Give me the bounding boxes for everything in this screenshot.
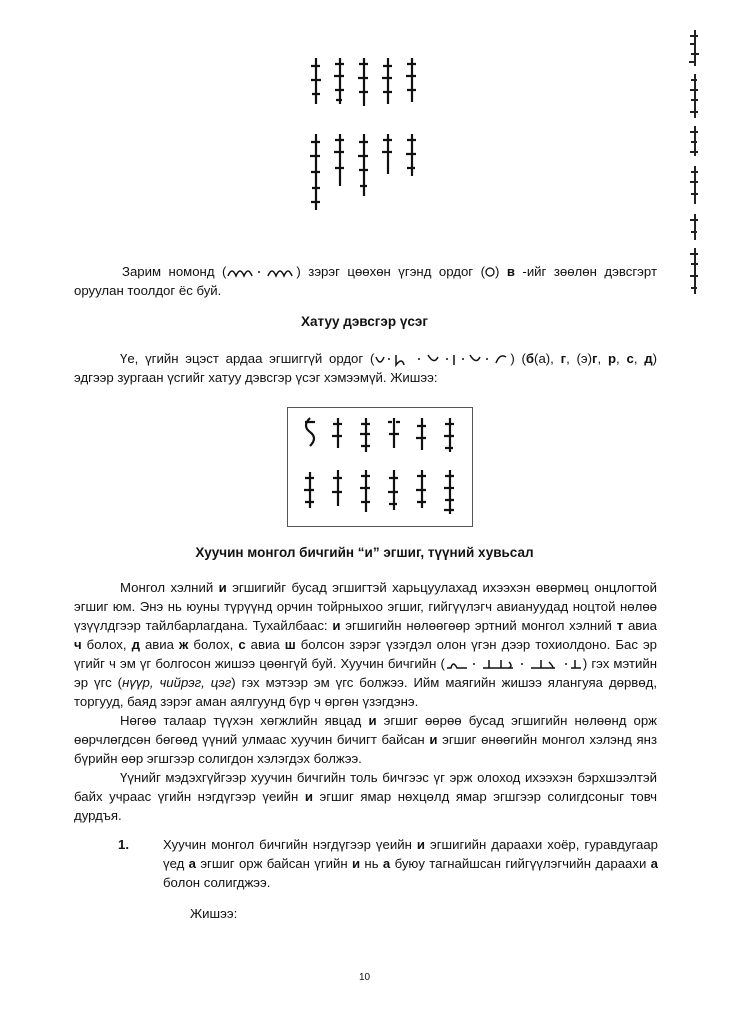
bold-letter: ш <box>284 637 296 652</box>
bold-letter: и <box>416 837 425 852</box>
text-span: авиа <box>139 637 180 652</box>
bold-letter: и <box>351 856 361 871</box>
bold-letter: а <box>382 856 391 871</box>
list-number: 1. <box>118 837 129 852</box>
text-span: , <box>616 351 627 366</box>
text-span: эгшиг орж байсан үгийн <box>196 856 352 871</box>
bold-letter: т <box>616 618 624 633</box>
inline-mongolian-letter <box>485 266 495 278</box>
bold-letter: и <box>332 618 341 633</box>
bold-letter: р <box>607 351 617 366</box>
bold-letter: а <box>650 856 659 871</box>
text-span: эгшигийг бусад эгшигтэй харьцуулахад ихээхэн өвөрмөц онцлогтой эгшиг юм. Энэ нь юуны түрүүнд орчин тойрныхоо эгшиг, гийгүүлэгч авиануудад ноцтой нөлөө үзүүлдгээр тайлбарлагдана. Тухайлбаас: <box>74 580 657 633</box>
text-span: болон солигджээ. <box>163 875 271 890</box>
bold-letter: а <box>188 856 196 871</box>
text-span: , (э) <box>566 351 593 366</box>
text-span: Зарим номонд ( <box>122 264 227 279</box>
text-span: болох, <box>81 637 132 652</box>
bold-letter: с <box>626 351 634 366</box>
text-span: , <box>597 351 608 366</box>
text-span: эгшиг өөрөө бусад эгшигийн нөлөөнд орж өөрчлөгдсөн бөгөөд үүний улмаас хуучин бичигт байсан <box>74 713 657 747</box>
section-heading-hard-consonants: Хатуу дэвсгэр үсэг <box>301 314 428 329</box>
text-span: ) гэх мэтийн эр үгс ( <box>74 656 657 690</box>
mongolian-script-example-block-2 <box>287 407 473 527</box>
text-span: эгшигийн дараахи хоёр, гуравдугаар үед <box>163 837 658 871</box>
text-span: авиа <box>623 618 657 633</box>
bold-letter: ч <box>74 637 82 652</box>
section-heading-i-vowel: Хуучин монгол бичгийн “и” эгшиг, түүний хувьсал <box>195 545 534 560</box>
paragraph-i-vowel-features <box>74 578 657 825</box>
text-span: -ийг зөөлөн дэвсгэрт оруулан тоолдог ёс буй. <box>74 264 657 298</box>
bold-letter: и <box>368 713 377 728</box>
text-span: буюу тагнайшсан гийгүүлэгчийн дараахи <box>390 856 651 871</box>
text-span: Үүнийг мэдэхгүйгээр хуучин бичгийн толь бичгээс үг эрж олоход ихээхэн бэрхшээлтэй байх учраас үгийн нэгдүгээр үеийн <box>74 770 657 804</box>
text-span: авиа <box>245 637 285 652</box>
text-span: Үе, үгийн эцэст ардаа эгшиггүй ордог ( <box>120 351 375 366</box>
text-span: ) гэх мэтээр эм үгс болжээ. Ийм маягийн жишээ ялангуяа дөрвөд, торгууд, баяд зэрэг аман аялгуунд бүр ч өргөн үзэгдэнэ. <box>74 675 658 709</box>
bold-letter: в <box>506 264 515 279</box>
bold-letter: д <box>131 637 140 652</box>
list-item-text <box>163 835 658 892</box>
bold-letter: г <box>592 351 598 366</box>
bold-letter: ж <box>179 637 189 652</box>
text-span: болсон зэрэг үзэгдэл олон үгэн дээр тохиолдоно. Бас эр үгийг ч эм үг болгосон жишээ цөөнгүй буй. Хуучин бичгийн ( <box>74 637 658 671</box>
inline-mongolian-letters <box>374 353 510 365</box>
bold-letter: с <box>238 637 246 652</box>
page-number: 10 <box>358 972 371 983</box>
text-span: (а), <box>534 351 561 366</box>
text-span: , <box>633 351 645 366</box>
text-span: Монгол хэлний <box>120 580 219 595</box>
text-span: ) <box>494 264 507 279</box>
bold-letter: и <box>429 732 438 747</box>
text-span: нь <box>360 856 383 871</box>
vertical-margin-mongolian-text <box>682 28 708 298</box>
text-span: Хуучин монгол бичгийн нэгдүгээр үеийн <box>163 837 417 852</box>
bold-letter: и <box>304 789 313 804</box>
example-label: Жишээ: <box>190 906 238 921</box>
italic-words: нүүр, чийрэг, цэг <box>122 675 232 690</box>
text-span: Нөгөө талаар түүхэн хөгжлийн явцад <box>120 713 369 728</box>
inline-mongolian-word <box>226 266 296 278</box>
vertical-script-image <box>682 28 708 298</box>
text-span: ) ( <box>510 351 526 366</box>
text-span: эгшиг ямар нөхцөлд ямар эгшгээр солигдсоныг товч дурдъя. <box>74 789 657 823</box>
text-span: ) зэрэг цөөхөн үгэнд ордог ( <box>296 264 485 279</box>
bold-letter: б <box>525 351 535 366</box>
mongolian-script-example-block-1 <box>298 44 426 219</box>
text-span: эгшигийн нөлөөгөөр эртний монгол хэлний <box>340 618 617 633</box>
text-span: эгшиг өнөөгийн монгол хэлэнд янз бүрийн өөр эгшгээр солигдон хэлэгдэх болжээ. <box>74 732 657 766</box>
text-span: болох, <box>188 637 239 652</box>
inline-mongolian-words <box>445 658 583 670</box>
text-span: ) эдгээр зургаан үсгийг хатуу дэвсгэр үсэг хэмээмүй. Жишээ: <box>74 351 658 385</box>
bold-letter: г <box>560 351 567 366</box>
mongolian-script-figure-1 <box>298 44 426 219</box>
paragraph-intro <box>74 262 657 300</box>
bold-letter: и <box>218 580 227 595</box>
bold-letter: д <box>644 351 653 366</box>
paragraph-hard-consonants <box>74 349 657 387</box>
mongolian-script-figure-2 <box>288 408 472 526</box>
